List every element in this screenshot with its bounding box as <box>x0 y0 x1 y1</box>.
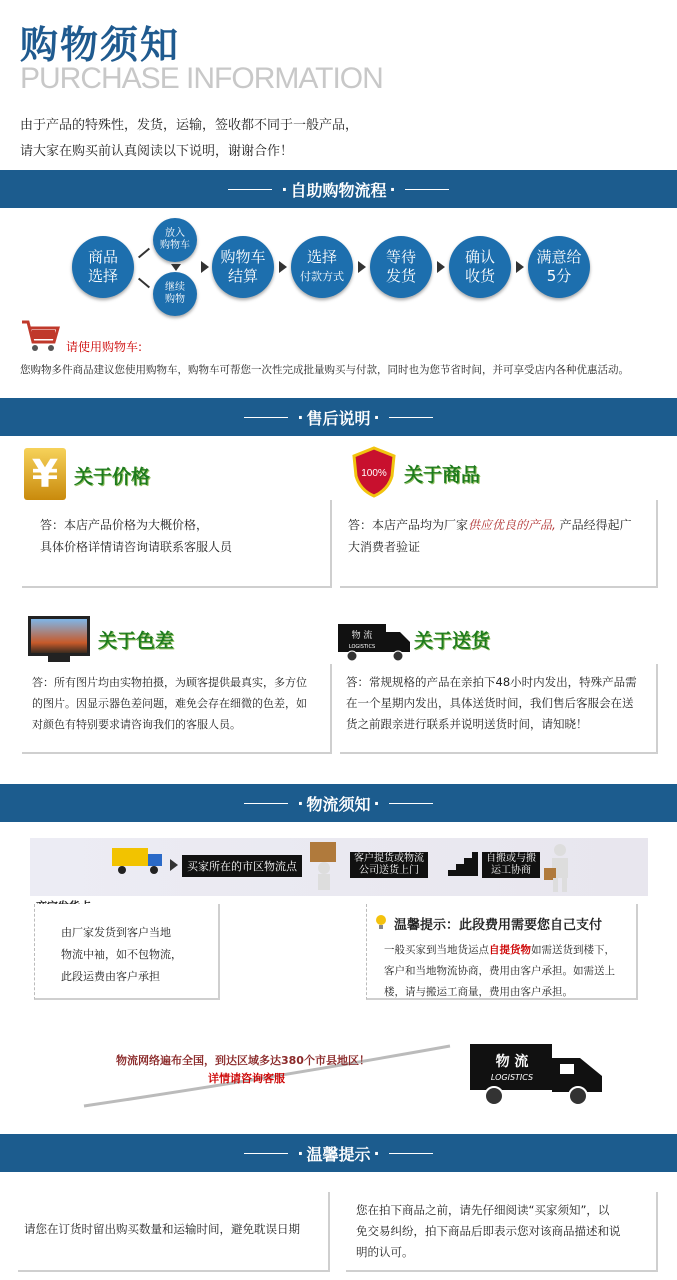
delivery-text-1: 答：常规规格的产品在亲拍下48小时内发出，特殊产品需 <box>346 675 637 689</box>
monitor-stand <box>48 656 70 662</box>
merchant-text-3: 此段运费由客户承担 <box>61 970 160 983</box>
strip-step-pickup: 客户提货或物流 公司送货上门 <box>350 852 428 878</box>
svg-text:LOGISTICS: LOGISTICS <box>348 644 376 650</box>
flow-step-payment: 选择 付款方式 <box>291 236 353 298</box>
band-title: 自助购物流程 <box>290 180 387 200</box>
price-card <box>22 500 332 588</box>
tip-right-text-3: 明的认可。 <box>356 1245 414 1259</box>
product-card <box>340 500 658 588</box>
quality-shield-icon <box>352 446 396 498</box>
tip-card-left <box>18 1192 330 1272</box>
delivery-text-3: 货之前跟亲进行联系并说明送货时间，请知晓！ <box>346 717 588 731</box>
flow-arrow-3 <box>358 261 366 273</box>
color-title: 关于色差 <box>98 630 175 652</box>
band-title: 温馨提示 <box>306 1144 371 1164</box>
color-text-2: 的图片。因显示器色差问题，难免会存在细微的色差，如 <box>32 697 307 710</box>
monitor-icon <box>28 616 90 656</box>
network-line-1: 物流网络遍布全国，到达区域多达380个市县地区！ <box>116 1054 370 1067</box>
tip-left-text: 请您在订货时留出购买数量和运输时间，避免耽误日期 <box>24 1222 300 1236</box>
yellow-truck-icon <box>110 846 166 876</box>
flow-arrow-5 <box>516 261 524 273</box>
flow-branch-add-to-cart: 放入 购物车 <box>153 218 197 262</box>
band-title: 物流须知 <box>306 794 371 814</box>
cart-description: 您购物多件商品建议您使用购物车，购物车可帮您一次性完成批量购买与付款，同时也为您节省时间，并可享受店内各种优惠活动。 <box>20 364 629 376</box>
flow-step-select-product: 商品 选择 <box>72 236 134 298</box>
stairs-icon <box>438 850 480 878</box>
price-text-2: 具体价格详情请咨询请联系客服人员 <box>40 540 233 554</box>
strip-step-carry: 自搬或与搬 运工协商 <box>482 852 540 878</box>
flow-step-confirm-receipt: 确认 收货 <box>449 236 511 298</box>
flow-step-await-shipping: 等待 发货 <box>370 236 432 298</box>
branch-arrow-down <box>138 278 150 289</box>
warm-tip-text: 一般买家到当地货运点自提货物如需送货到楼下， 客户和当地物流协商，费用由客户承担。如需送上 楼，请与搬运工商量，费用由客户承担。 <box>384 944 615 998</box>
flow-step-rate-5: 满意给 5分 <box>528 236 590 298</box>
tip-right-text-2: 免交易纠纷，拍下商品后即表示您对该商品描述和说 <box>356 1224 621 1238</box>
flow-arrow-2 <box>279 261 287 273</box>
strip-arrow-1 <box>170 859 178 871</box>
product-text-2: 大消费者验证 <box>348 540 421 554</box>
svg-text:LOGISTICS: LOGISTICS <box>490 1073 534 1082</box>
delivery-title: 关于送货 <box>414 630 491 652</box>
cart-label: 请使用购物车: <box>66 340 143 354</box>
svg-text:物 流: 物 流 <box>495 1054 529 1070</box>
section-band-shopping-flow: · 自助购物流程 · <box>0 170 677 208</box>
branch-down-arrow <box>171 264 181 271</box>
tip-card-right <box>346 1192 658 1272</box>
tip-right-text-1: 您在拍下商品之前，请先仔细阅读“买家须知”，以 <box>356 1203 610 1217</box>
warm-tip-title: 温馨提示：此段费用需要您自己支付 <box>394 918 603 933</box>
big-truck-icon <box>468 1040 608 1110</box>
page-title: 购物须知 <box>20 23 181 67</box>
band-title: 售后说明 <box>306 408 371 428</box>
price-title: 关于价格 <box>74 466 151 488</box>
price-text-1: 答：本店产品价格为大概价格， <box>40 518 209 532</box>
carrier-person-icon <box>302 840 348 894</box>
delivery-card <box>340 664 658 754</box>
flow-arrow-1 <box>201 261 209 273</box>
section-band-logistics: · 物流须知 · <box>0 784 677 822</box>
delivery-text-2: 在一个星期内发出，具体送货时间，我们售后客服会在送 <box>346 696 634 710</box>
svg-text:物 流: 物 流 <box>351 631 373 641</box>
intro-line-1: 由于产品的特殊性，发货，运输，签收都不同于一般产品， <box>20 118 359 133</box>
network-line-2: 详情请咨询客服 <box>208 1072 285 1085</box>
svg-text:100%: 100% <box>361 468 387 479</box>
page-subtitle: PURCHASE INFORMATION <box>20 62 383 95</box>
flow-step-cart-checkout: 购物车 结算 <box>212 236 274 298</box>
delivery-truck-icon <box>336 620 414 664</box>
section-band-tips: · 温馨提示 · <box>0 1134 677 1172</box>
merchant-text-1: 由厂家发货到客户当地 <box>61 926 171 939</box>
product-title: 关于商品 <box>404 464 481 486</box>
color-card <box>22 664 332 754</box>
shopping-cart-icon <box>20 318 62 354</box>
section-band-after-sales: · 售后说明 · <box>0 398 677 436</box>
merchant-card <box>34 904 220 1000</box>
color-text-3: 对颜色有特别要求请咨询我们的客服人员。 <box>32 718 241 731</box>
mover-person-icon <box>540 842 580 894</box>
product-text-1: 答：本店产品均为厂家供应优良的产品, 产品经得起广 <box>348 518 632 532</box>
flow-arrow-4 <box>437 261 445 273</box>
branch-arrow-up <box>138 248 150 259</box>
yen-icon: ¥ <box>24 448 66 500</box>
merchant-text-2: 物流中袖，如不包物流， <box>61 948 182 961</box>
intro-line-2: 请大家在购买前认真阅读以下说明，谢谢合作！ <box>20 144 294 159</box>
color-text-1: 答：所有图片均由实物拍摄，为顾客提供最真实，多方位 <box>32 676 307 689</box>
flow-branch-continue-shopping: 继续 购物 <box>153 272 197 316</box>
lightbulb-icon <box>374 914 388 930</box>
strip-step-local-point: 买家所在的市区物流点 <box>182 855 302 877</box>
